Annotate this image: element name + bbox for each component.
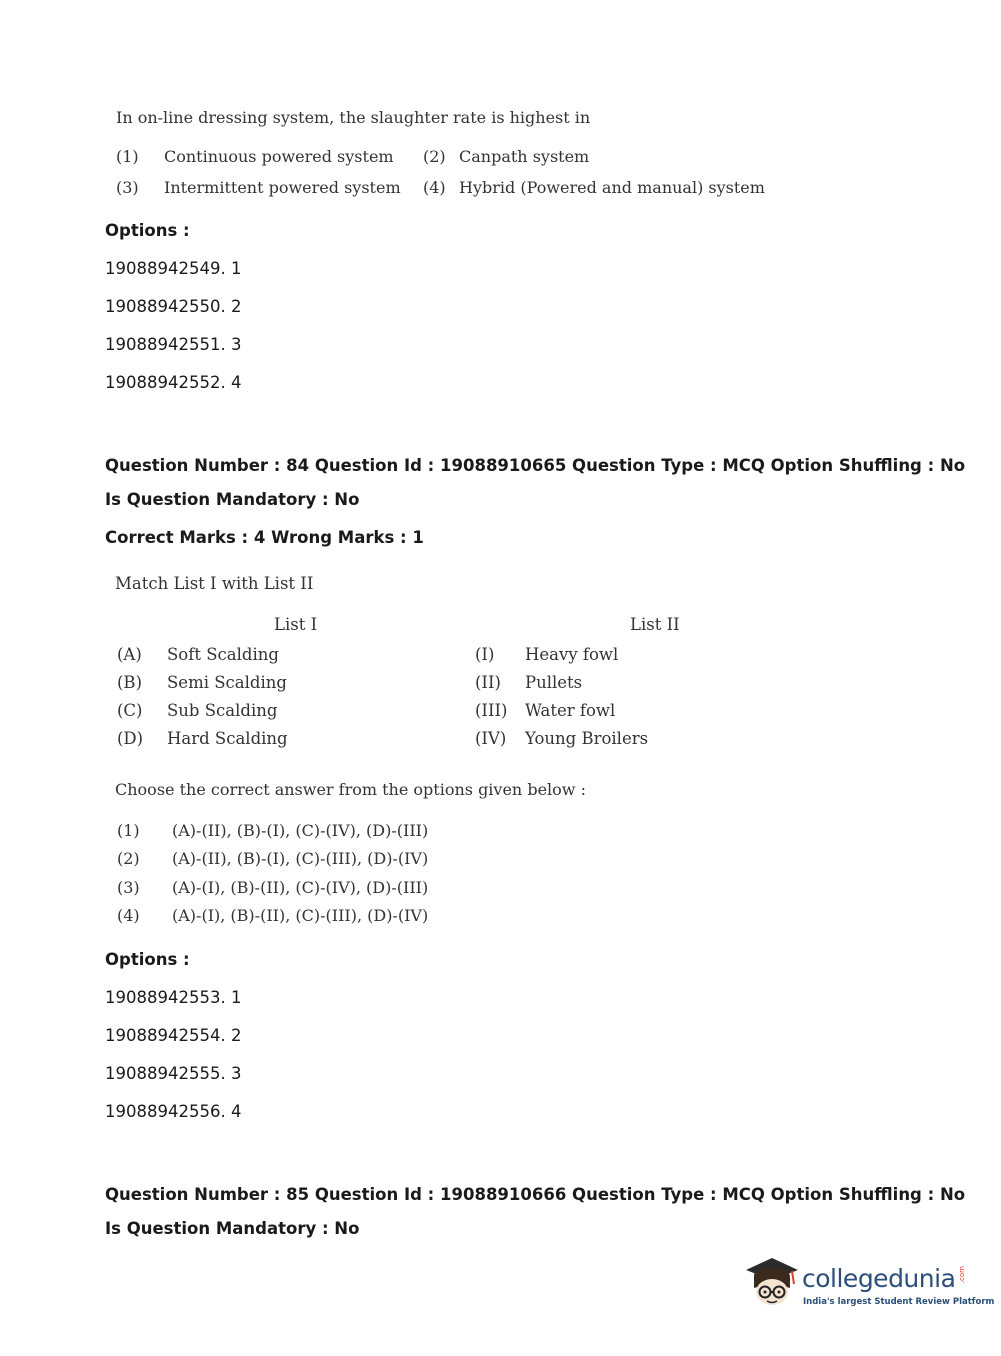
option-id: 19088942554. 2	[105, 1026, 242, 1045]
choice-text: (A)-(I), (B)-(II), (C)-(III), (D)-(IV)	[172, 906, 429, 925]
list2-item: Water fowl	[525, 701, 616, 720]
brand-tagline: India's largest Student Review Platform	[803, 1297, 995, 1307]
options-label: Options :	[105, 221, 190, 240]
option-id: 19088942553. 1	[105, 988, 242, 1007]
list1-key: (A)	[117, 645, 142, 664]
question-mandatory: Is Question Mandatory : No	[105, 490, 360, 509]
list1-item: Soft Scalding	[167, 645, 279, 664]
brand-logo-suffix: .com	[958, 1266, 966, 1284]
list1-key: (D)	[117, 729, 144, 748]
option-id: 19088942555. 3	[105, 1064, 242, 1083]
option-id: 19088942552. 4	[105, 373, 242, 392]
list2-key: (II)	[475, 673, 501, 692]
choice-number: (3)	[116, 178, 139, 197]
option-id: 19088942550. 2	[105, 297, 242, 316]
option-id: 19088942549. 1	[105, 259, 242, 278]
choice-number: (2)	[117, 849, 140, 868]
question-stem: In on-line dressing system, the slaughter rate is highest in	[116, 108, 591, 127]
list1-title: List I	[274, 615, 318, 634]
list2-item: Heavy fowl	[525, 645, 619, 664]
choice-text: Intermittent powered system	[164, 178, 401, 197]
choice-number: (1)	[116, 147, 139, 166]
list1-key: (B)	[117, 673, 142, 692]
list1-key: (C)	[117, 701, 143, 720]
question-header: Question Number : 85 Question Id : 19088910666 Question Type : MCQ Option Shuffling : No	[105, 1185, 966, 1204]
list2-key: (IV)	[475, 729, 507, 748]
choice-number: (3)	[117, 878, 140, 897]
choice-text: (A)-(I), (B)-(II), (C)-(IV), (D)-(III)	[172, 878, 429, 897]
choice-text: Hybrid (Powered and manual) system	[459, 178, 765, 197]
list2-key: (I)	[475, 645, 495, 664]
choose-instruction: Choose the correct answer from the options given below :	[115, 780, 586, 799]
list1-item: Semi Scalding	[167, 673, 287, 692]
option-id: 19088942551. 3	[105, 335, 242, 354]
options-label: Options :	[105, 950, 190, 969]
question-stem: Match List I with List II	[115, 574, 314, 593]
question-mandatory: Is Question Mandatory : No	[105, 1219, 360, 1238]
choice-text: Canpath system	[459, 147, 590, 166]
option-id: 19088942556. 4	[105, 1102, 242, 1121]
choice-number: (1)	[117, 821, 140, 840]
question-header: Question Number : 84 Question Id : 19088910665 Question Type : MCQ Option Shuffling : No	[105, 456, 966, 475]
choice-text: (A)-(II), (B)-(I), (C)-(IV), (D)-(III)	[172, 821, 429, 840]
list1-item: Sub Scalding	[167, 701, 278, 720]
choice-number: (4)	[117, 906, 140, 925]
choice-text: (A)-(II), (B)-(I), (C)-(III), (D)-(IV)	[172, 849, 429, 868]
list2-key: (III)	[475, 701, 508, 720]
list2-item: Young Broilers	[525, 729, 649, 748]
list2-title: List II	[630, 615, 680, 634]
brand-logo-text: collegedunia	[802, 1264, 956, 1293]
choice-text: Continuous powered system	[164, 147, 394, 166]
choice-number: (2)	[423, 147, 446, 166]
choice-number: (4)	[423, 178, 446, 197]
collegedunia-mascot-icon	[742, 1252, 802, 1312]
question-marks: Correct Marks : 4 Wrong Marks : 1	[105, 528, 424, 547]
list2-item: Pullets	[525, 673, 583, 692]
list1-item: Hard Scalding	[167, 729, 288, 748]
